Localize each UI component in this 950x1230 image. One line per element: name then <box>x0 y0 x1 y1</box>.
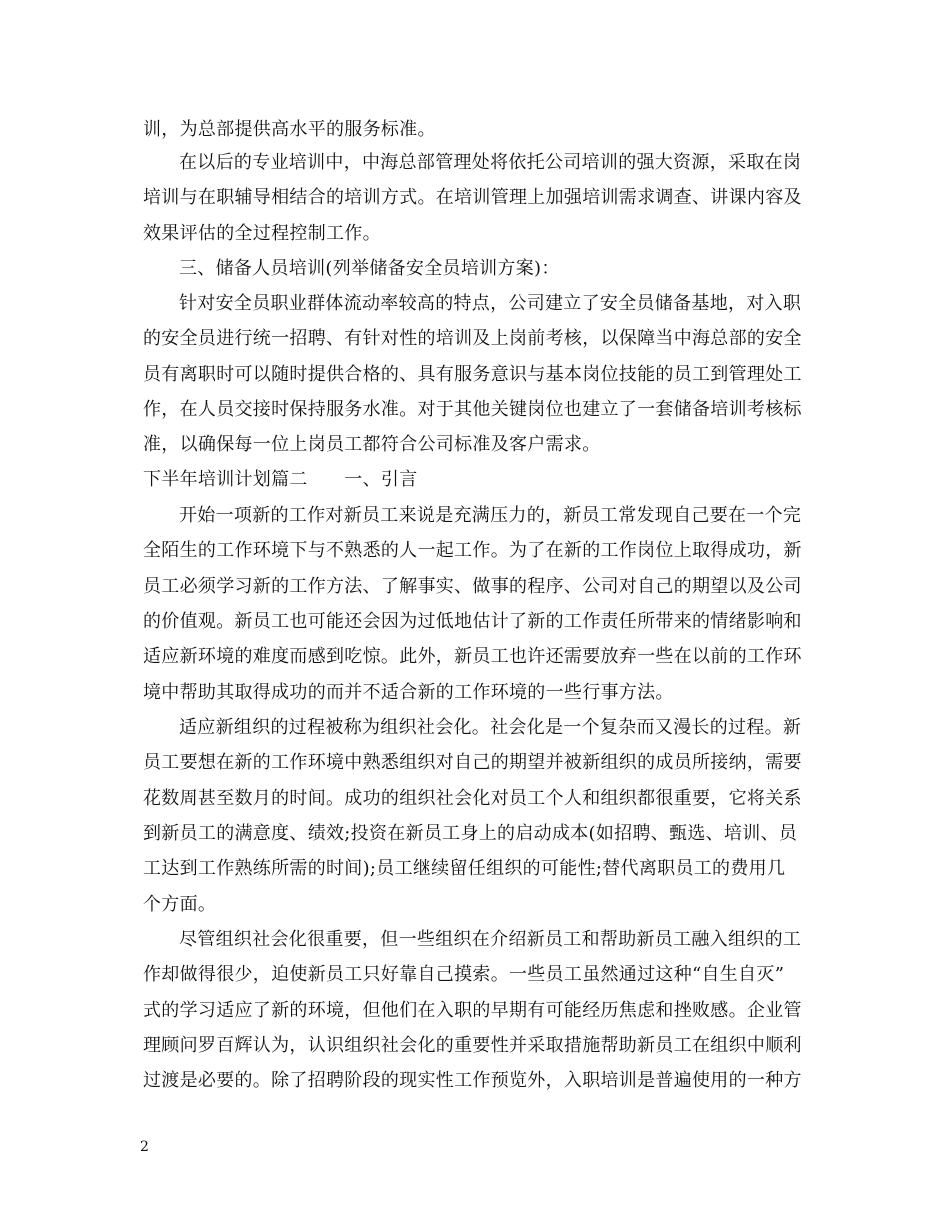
text-line: 理顾问罗百辉认为，认识组织社会化的重要性并采取措施帮助新员工在组织中顺利 <box>143 1035 802 1056</box>
section-title: 下半年培训计划篇二 一、引言 <box>143 469 418 490</box>
text-line: 式的学习适应了新的环境，但他们在入职的早期有可能经历焦虑和挫败感。企业管 <box>143 1000 802 1021</box>
text-line: 员有离职时可以随时提供合格的、具有服务意识与基本岗位技能的员工到管理处工 <box>143 364 802 385</box>
text-line: 工达到工作熟练所需的时间);员工继续留任组织的可能性;替代离职员工的费用几 <box>143 858 786 879</box>
page-number: 2 <box>140 1139 149 1155</box>
text-line: 在以后的专业培训中，中海总部管理处将依托公司培训的强大资源，采取在岗 <box>179 152 802 173</box>
text-line: 的价值观。新员工也可能还会因为过低地估计了新的工作责任所带来的情绪影响和 <box>143 611 802 632</box>
text-line: 尽管组织社会化很重要，但一些组织在介绍新员工和帮助新员工融入组织的工 <box>179 929 802 950</box>
text-line: 的安全员进行统一招聘、有针对性的培训及上岗前考核，以保障当中海总部的安全 <box>143 328 802 349</box>
text-line: 准，以确保每一位上岗员工都符合公司标准及客户需求。 <box>143 434 601 455</box>
text-line: 效果评估的全过程控制工作。 <box>143 223 381 244</box>
text-line: 培训与在职辅导相结合的培训方式。在培训管理上加强培训需求调查、讲课内容及 <box>143 187 802 208</box>
text-line: 针对安全员职业群体流动率较高的特点，公司建立了安全员储备基地，对入职 <box>179 293 802 314</box>
text-line: 全陌生的工作环境下与不熟悉的人一起工作。为了在新的工作岗位上取得成功，新 <box>143 540 802 561</box>
text-line: 训，为总部提供高水平的服务标准。 <box>143 119 436 140</box>
text-line: 开始一项新的工作对新员工来说是充满压力的，新员工常发现自己要在一个完 <box>179 505 802 526</box>
text-line: 花数周甚至数月的时间。成功的组织社会化对员工个人和组织都很重要，它将关系 <box>143 788 802 809</box>
text-line: 适应新组织的过程被称为组织社会化。社会化是一个复杂而又漫长的过程。新 <box>179 717 802 738</box>
text-line: 适应新环境的难度而感到吃惊。此外，新员工也许还需要放弃一些在以前的工作环 <box>143 646 802 667</box>
text-line: 境中帮助其取得成功的而并不适合新的工作环境的一些行事方法。 <box>143 682 674 703</box>
text-line: 作，在人员交接时保持服务水准。对于其他关键岗位也建立了一套储备培训考核标 <box>143 399 802 420</box>
text-line: 员工要想在新的工作环境中熟悉组织对自己的期望并被新组织的成员所接纳，需要 <box>143 752 802 773</box>
text-line: 员工必须学习新的工作方法、了解事实、做事的程序、公司对自己的期望以及公司 <box>143 576 802 597</box>
text-line: 到新员工的满意度、绩效;投资在新员工身上的启动成本(如招聘、甄选、培训、员 <box>143 823 798 844</box>
text-line: 过渡是必要的。除了招聘阶段的现实性工作预览外，入职培训是普遍使用的一种方 <box>143 1070 802 1091</box>
text-line: 个方面。 <box>143 894 217 915</box>
text-line: 作却做得很少，迫使新员工只好靠自己摸索。一些员工虽然通过这种“自生自灭” <box>143 964 785 985</box>
section-heading: 三、储备人员培训(列举储备安全员培训方案)： <box>179 258 560 279</box>
